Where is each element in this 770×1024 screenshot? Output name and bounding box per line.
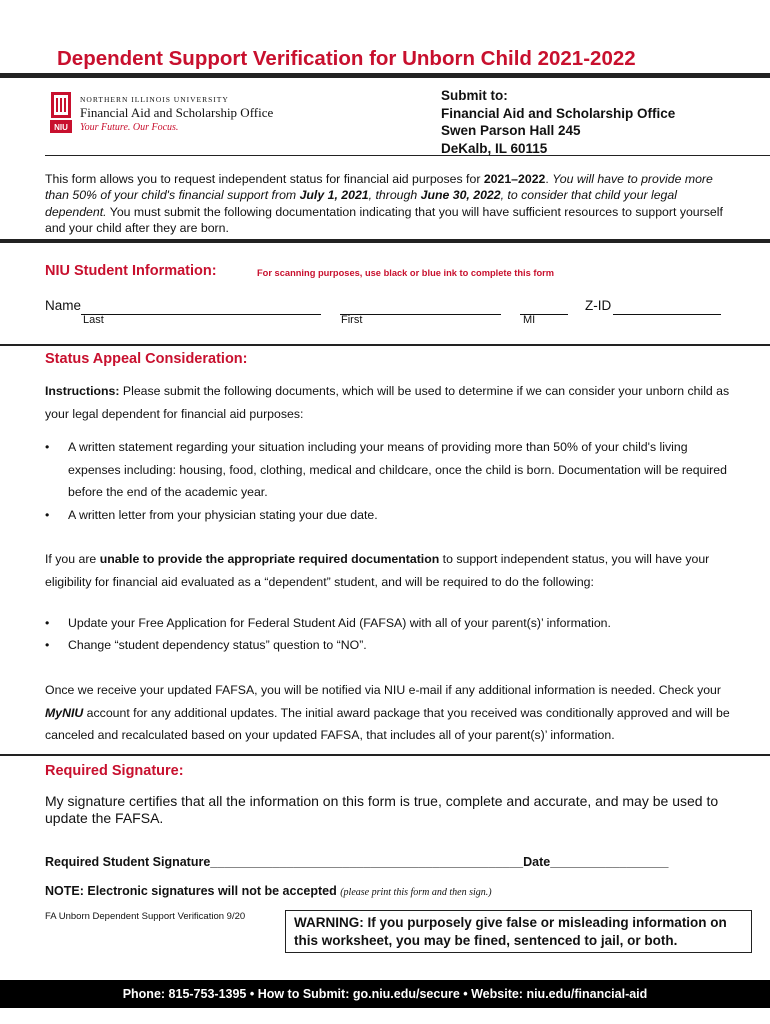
bullet-text: Change “student dependency status” question to “NO”.: [68, 638, 367, 652]
intro-date-2: June 30, 2022: [420, 188, 501, 203]
submit-line-1: Financial Aid and Scholarship Office: [441, 105, 676, 121]
zid-label: Z-ID: [585, 298, 612, 313]
electronic-signature-note: [45, 884, 492, 898]
submit-line-3: DeKalb, IL 60115: [441, 140, 548, 156]
once-text-2: account for any additional updates. The initial award package that you received was conditionally approved and will be canceled and recalculated based on your updated FAFSA, that includes all of your parent(s)’ information.: [45, 705, 730, 743]
bullet-dot: •: [45, 508, 50, 522]
last-sub-label: Last: [83, 314, 104, 326]
note-italic: (please print this form and then sign.): [340, 887, 492, 898]
unable-text-1: If you are: [45, 552, 100, 566]
unable-text-2: to support independent status, you will have your eligibility for financial aid evaluated as a “dependent” student, and will be required to do the following:: [45, 552, 710, 589]
bullet-dot: •: [45, 616, 50, 630]
submit-to-block: [441, 87, 675, 157]
form-id: FA Unborn Dependent Support Verification 9/20: [45, 911, 246, 922]
intro-text-2: .: [545, 172, 553, 186]
zid-field[interactable]: [613, 314, 721, 315]
header-rule: [45, 155, 770, 156]
instructions-paragraph: [45, 380, 735, 425]
instructions-label: Instructions:: [45, 384, 120, 398]
list-item: [45, 634, 735, 657]
submit-heading: Submit to:: [441, 88, 508, 103]
office-name: Financial Aid and Scholarship Office: [80, 105, 274, 120]
submit-line-2: Swen Parson Hall 245: [441, 123, 581, 138]
title-rule: [0, 73, 770, 78]
appeal-rule: [0, 754, 770, 756]
warning-box: WARNING: If you purposely give false or misleading information on this worksheet, you may be fined, sentenced to jail, or both.: [285, 910, 752, 953]
intro-rule: [0, 239, 770, 243]
intro-date-1: July 1, 2021: [299, 188, 369, 203]
note-bold: NOTE: Electronic signatures will not be accepted: [45, 884, 337, 898]
intro-italic-2: , through: [368, 188, 421, 203]
list-item: [45, 612, 735, 635]
bullet-text: A written statement regarding your situation including your means of providing more than 50% of your child's living expenses including: housing, food, clothing, medical and childcare, once the child is born. Documentation will be required before the end of the academic year.: [68, 440, 727, 500]
unable-bold: unable to provide the appropriate required documentation: [99, 552, 440, 566]
name-label: Name: [45, 298, 82, 313]
intro-text-3: You must submit the following documentation indicating that you will have sufficient resources to support yourself and your child after they are born.: [45, 204, 723, 235]
bullet-text: Update your Free Application for Federal Student Aid (FAFSA) with all of your parent(s)’ information.: [68, 616, 611, 630]
intro-italic-3: , to consider that child your legal dependent.: [45, 188, 677, 219]
bullet-text: A written letter from your physician stating your due date.: [68, 508, 378, 522]
certify-text: My signature certifies that all the information on this form is true, complete and accurate, and may be used to update the FAFSA.: [45, 793, 719, 826]
scan-note: For scanning purposes, use black or blue ink to complete this form: [257, 268, 555, 278]
niu-logo: [50, 92, 310, 138]
list-item: [45, 436, 735, 504]
intro-italic-1: You will have to provide more than 50% of your child's financial support from: [45, 172, 713, 203]
date-label: Date: [523, 855, 551, 869]
unable-paragraph: [45, 548, 735, 593]
signature-heading: Required Signature:: [45, 763, 184, 779]
signature-line: [45, 855, 668, 869]
footer-bar: Phone: 815-753-1395 • How to Submit: go.niu.edu/secure • Website: niu.edu/financial-aid: [0, 980, 770, 1008]
appeal-heading: Status Appeal Consideration:: [45, 351, 248, 367]
signature-label: Required Student Signature: [45, 855, 211, 869]
myniu-label: MyNIU: [45, 705, 84, 720]
list-item: [45, 504, 735, 527]
date-field[interactable]: _________________: [550, 855, 669, 869]
intro-year: 2021–2022: [483, 172, 546, 186]
fafsa-paragraph: [45, 679, 735, 747]
first-sub-label: First: [341, 314, 363, 326]
once-text-1: Once we receive your updated FAFSA, you will be notified via NIU e-mail if any additional information is needed. Check your: [45, 683, 721, 697]
signature-field[interactable]: _____________________________________________: [210, 855, 524, 869]
page-title: Dependent Support Verification for Unborn Child 2021-2022: [57, 47, 636, 70]
bullet-dot: •: [45, 440, 50, 454]
bullet-dot: •: [45, 638, 50, 652]
instructions-text: Please submit the following documents, which will be used to determine if we can consider your unborn child as your legal dependent for financial aid purposes:: [45, 384, 730, 421]
last-name-field[interactable]: [81, 314, 321, 315]
student-info-heading: NIU Student Information:: [45, 263, 217, 279]
niu-seal-icon: [50, 92, 72, 134]
student-info-rule: [0, 344, 770, 346]
tagline: Your Future. Our Focus.: [80, 122, 179, 133]
seal-text: NIU: [54, 123, 68, 132]
first-name-field[interactable]: [340, 314, 501, 315]
mi-sub-label: MI: [523, 314, 536, 326]
university-name: NORTHERN ILLINOIS UNIVERSITY: [80, 95, 229, 104]
intro-paragraph: [45, 171, 735, 236]
intro-text-1: This form allows you to request independent status for financial aid purposes for: [45, 172, 484, 186]
